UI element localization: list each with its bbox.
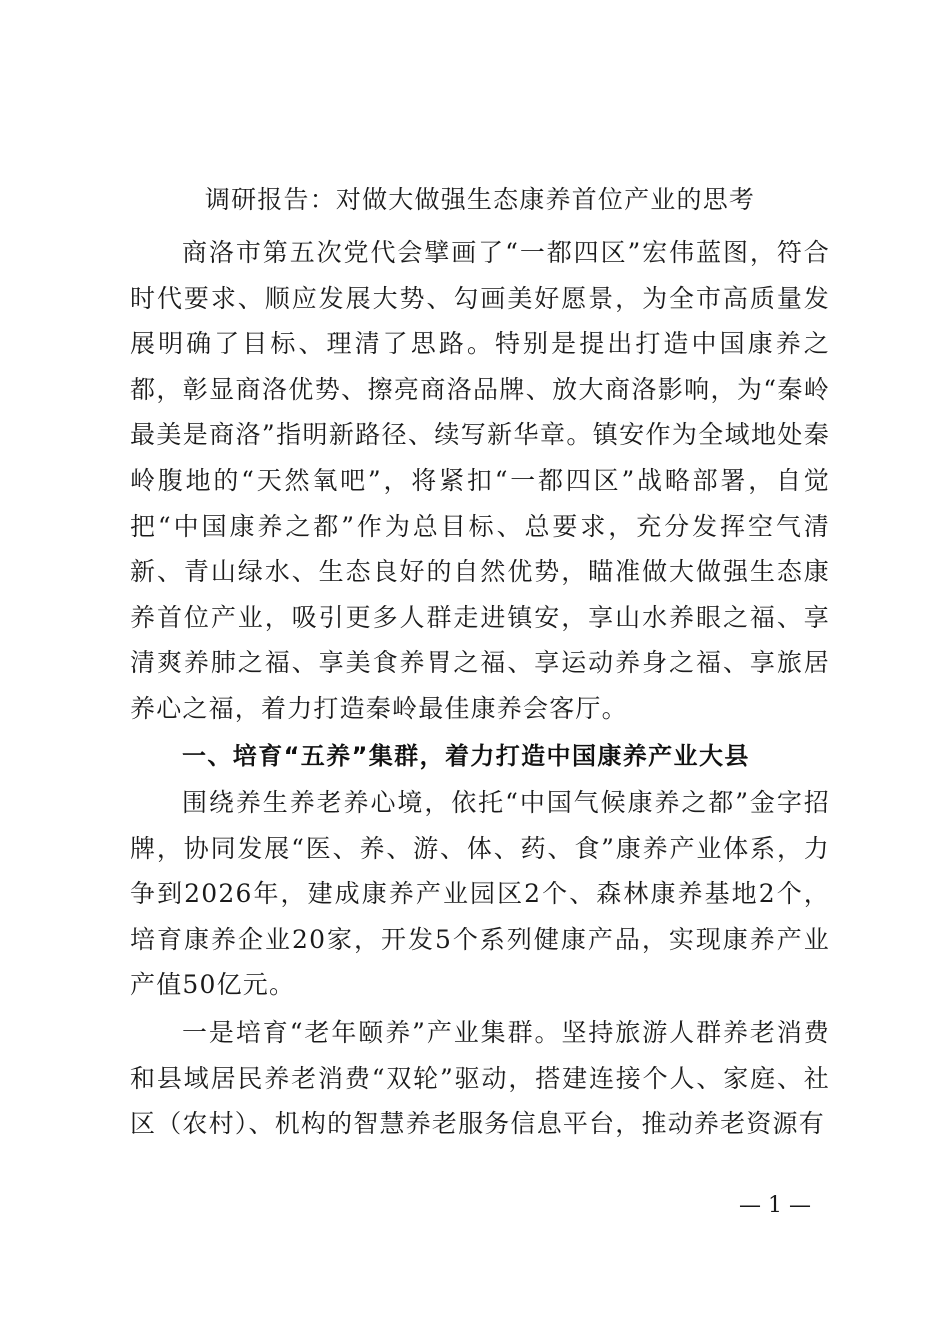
section-heading: 一、培育“五养”集群，着力打造中国康养产业大县	[182, 742, 750, 770]
subsection-paragraph: 一是培育“老年颐养”产业集群。坚持旅游人群养老消费和县域居民养老消费“双轮”驱动，搭建连接个人、家庭、社区（农村）、机构的智慧养老服务信息平台，推动养老资源有	[130, 1018, 830, 1139]
section-paragraph: 围绕养生养老养心境，依托“中国气候康养之都”金字招牌，协同发展“医、养、游、体、药、食”康养产业体系，力争到2026年，建成康养产业园区2个、森林康养基地2个，培育康养企业20家，开发5个系列健康产品，实现康养产业产值50亿元。	[130, 788, 830, 1000]
document-title: 调研报告：对做大做强生态康养首位产业的思考	[204, 185, 756, 214]
page-number: — 1 —	[739, 1193, 811, 1218]
intro-paragraph: 商洛市第五次党代会擘画了“一都四区”宏伟蓝图，符合时代要求、顺应发展大势、勾画美好愿景，为全市高质量发展明确了目标、理清了思路。特别是提出打造中国康养之都，彰显商洛优势、擦亮商洛品牌、放大商洛影响，为“秦岭最美是商洛”指明新路径、续写新华章。镇安作为全域地处秦岭腹地的“天然氧吧”，将紧扣“一都四区”战略部署，自觉把“中国康养之都”作为总目标、总要求，充分发挥空气清新、青山绿水、生态良好的自然优势，瞄准做大做强生态康养首位产业，吸引更多人群走进镇安，享山水养眼之福、享清爽养肺之福、享美食养胃之福、享运动养身之福、享旅居养心之福，着力打造秦岭最佳康养会客厅。	[130, 238, 830, 723]
